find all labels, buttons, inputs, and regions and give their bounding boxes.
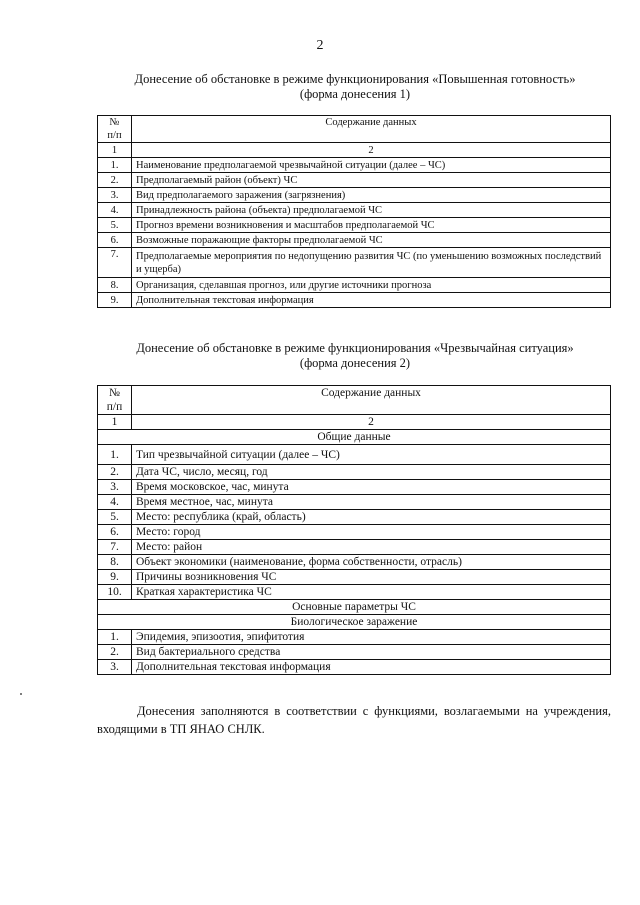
table-row [98,660,611,675]
row-number: 6. [98,233,132,248]
row-content: Возможные поражающие факторы предполагаемой ЧС [132,233,611,248]
row-content: Время местное, час, минута [132,495,611,510]
form1-index-1: 1 [98,143,132,158]
table-row [98,510,611,525]
row-content: Время московское, час, минута [132,480,611,495]
table-row [98,293,611,308]
form1-index-2: 2 [132,143,611,158]
row-content: Предполагаемые мероприятия по недопущению развития ЧС (по уменьшению возможных последствий и ущерба) [132,248,611,278]
table-row [98,525,611,540]
row-number: 3. [98,660,132,675]
row-number: 2. [98,465,132,480]
form2-index-row [98,415,611,430]
row-content: Объект экономики (наименование, форма собственности, отрасль) [132,555,611,570]
row-content: Место: город [132,525,611,540]
form1-title: Донесение об обстановке в режиме функционирования «Повышенная готовность» [134,72,576,86]
table-row [98,248,611,278]
table-row [98,555,611,570]
form2-index-1: 1 [98,415,132,430]
row-content: Тип чрезвычайной ситуации (далее – ЧС) [132,445,611,465]
table-row [98,218,611,233]
row-number: 3. [98,480,132,495]
row-content: Вид предполагаемого заражения (загрязнения) [132,188,611,203]
scan-speck [20,693,22,695]
row-content: Краткая характеристика ЧС [132,585,611,600]
form1-table [97,115,611,308]
table-row [98,173,611,188]
row-number: 5. [98,218,132,233]
table-row [98,278,611,293]
form2-index-2: 2 [132,415,611,430]
row-content: Прогноз времени возникновения и масштабов предполагаемой ЧС [132,218,611,233]
table-row [98,495,611,510]
group-bio-label: Биологическое заражение [98,615,611,630]
form2-title: Донесение об обстановке в режиме функционирования «Чрезвычайная ситуация» [136,341,574,355]
row-content: Принадлежность района (объекта) предполагаемой ЧС [132,203,611,218]
row-number: 4. [98,203,132,218]
footnote-paragraph: Донесения заполняются в соответствии с функциями, возлагаемыми на учреждения, входящими в ТП ЯНАО СНЛК. [97,704,611,736]
group-general-label: Общие данные [98,430,611,445]
table-row [98,188,611,203]
row-number: 5. [98,510,132,525]
row-content: Предполагаемый район (объект) ЧС [132,173,611,188]
group-row-general [98,430,611,445]
table-row [98,445,611,465]
row-number: 7. [98,248,132,278]
form2-header-num: № п/п [98,386,132,415]
row-content: Место: республика (край, область) [132,510,611,525]
row-number: 9. [98,570,132,585]
row-number: 2. [98,173,132,188]
page-number: 2 [316,38,324,53]
row-content: Причины возникновения ЧС [132,570,611,585]
table-row [98,585,611,600]
row-content: Наименование предполагаемой чрезвычайной ситуации (далее – ЧС) [132,158,611,173]
form1-subtitle: (форма донесения 1) [299,87,411,101]
table-row [98,158,611,173]
form2-header-row [98,386,611,415]
row-number: 1. [98,630,132,645]
table-row [98,570,611,585]
form2-subtitle: (форма донесения 2) [299,356,411,370]
table-row [98,645,611,660]
row-content: Эпидемия, эпизоотия, эпифитотия [132,630,611,645]
row-number: 1. [98,158,132,173]
row-content: Дополнительная текстовая информация [132,293,611,308]
group-row-bio [98,615,611,630]
table-row [98,480,611,495]
row-number: 8. [98,555,132,570]
table-row [98,540,611,555]
row-number: 9. [98,293,132,308]
form2-heading [90,341,620,371]
row-number: 4. [98,495,132,510]
row-number: 2. [98,645,132,660]
row-number: 8. [98,278,132,293]
form2-table [97,385,611,675]
table-row [98,465,611,480]
form1-header-row [98,116,611,143]
table-row [98,203,611,218]
row-content: Место: район [132,540,611,555]
table-row [98,233,611,248]
row-number: 10. [98,585,132,600]
row-number: 7. [98,540,132,555]
row-content: Организация, сделавшая прогноз, или другие источники прогноза [132,278,611,293]
form1-index-row [98,143,611,158]
row-number: 1. [98,445,132,465]
row-content: Дата ЧС, число, месяц, год [132,465,611,480]
row-content: Дополнительная текстовая информация [132,660,611,675]
form1-header-content: Содержание данных [132,116,611,143]
table-row [98,630,611,645]
form2-header-content: Содержание данных [132,386,611,415]
group-row-params [98,600,611,615]
row-number: 6. [98,525,132,540]
form1-heading [90,72,620,102]
group-params-label: Основные параметры ЧС [98,600,611,615]
row-number: 3. [98,188,132,203]
row-content: Вид бактериального средства [132,645,611,660]
form1-header-num: № п/п [98,116,132,143]
